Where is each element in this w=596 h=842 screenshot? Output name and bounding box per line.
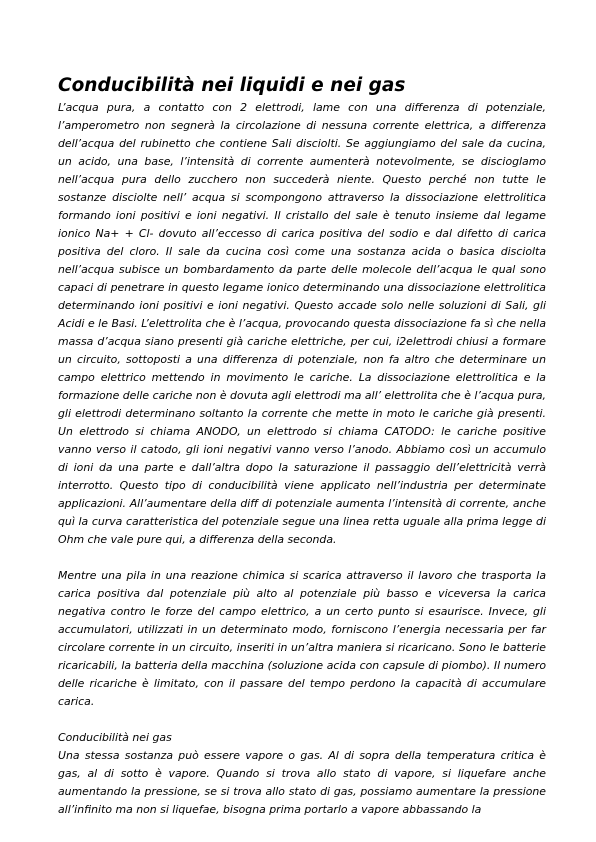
- paragraph-spacer: [58, 711, 546, 729]
- paragraph-gas-conduction: Una stessa sostanza può essere vapore o gas. Al di sopra della temperatura critica è gas, al di sotto è vapore. Quando si trova allo stato di vapore, si liquefare anche aumentando la pressione, se si trova allo stato di gas, possiamo aumentare la pressione all’infinito ma non si liquefae, bisogna prima portarlo a vapore abbassando la: [58, 749, 546, 816]
- paragraph-electrolytic-conduction: L’acqua pura, a contatto con 2 elettrodi, lame con una differenza di potenziale, l’amperometro non segnerà la circolazione di nessuna corrente elettrica, a differenza dell’acqua del rubinetto che contiene Sali disciolti. Se aggiungiamo del sale da cucina, un acido, una base, l’intensità di corrente aumenterà notevolmente, se discioglamo nell’acqua pura dello zucchero non succederà niente. Questo perché non tutte le sostanze disciolte nell’ acqua si scompongono attraverso la dissociazione elettrolitica formando ioni positivi e ioni negativi. Il cristallo del sale è tenuto insieme dal legame ionico Na+ + Cl- dovuto all’eccesso di carica positiva del sodio e dal difetto di carica positiva del cloro. Il sale da cucina così come una sostanza acida o basica disciolta nell’acqua subisce un bombardamento da parte delle molecole dell’acqua le qual sono capaci di penetrare in questo legame ionico determinando una dissociazione elettrolitica determinando ioni positivi e ioni negativi. Questo accade solo nelle soluzioni di Sali, gli Acidi e le Basi. L’elettrolita che è l’acqua, provocando questa dissociazione fa sì che nella massa d’acqua siano presenti già cariche elettriche, per cui, i2elettrodi chiusi a formare un circuito, sottoposti a una differenza di potenziale, non fa altro che determinare un campo elettrico mettendo in movimento le cariche. La dissociazione elettrolitica e la formazione delle cariche non è dovuta agli elettrodi ma all’ elettrolita che è l’acqua pura, gli elettrodi determinano soltanto la corrente che mette in moto le cariche già presenti. Un elettrodo si chiama ANODO, un elettrodo si chiama CATODO: le cariche positive vanno verso il catodo, gli ioni negativi vanno verso l’anodo. Abbiamo così un accumulo di ioni da una parte e dall’altra dopo la saturazione il passaggio dell’elettricità verrà interrotto. Questo tipo di conducibilità viene applicato nell’industria per determinate applicazioni. All’aumentare della diff di potenziale aumenta l’intensità di corrente, anche quì la curva caratteristica del potenziale segue una linea retta uguale alla prima legge di Ohm che vale pure qui, a differenza della seconda.: [58, 101, 546, 546]
- section-heading-gas: Conducibilità nei gas: [58, 731, 172, 744]
- document-title: Conducibilità nei liquidi e nei gas: [58, 75, 406, 96]
- paragraph-batteries: Mentre una pila in una reazione chimica si scarica attraverso il lavoro che trasporta la carica positiva dal potenziale più alto al potenziale più basso e viceversa la carica negativa contro le forze del campo elettrico, a un certo punto si esaurisce. Invece, gli accumulatori, utilizzati in un determinato modo, forniscono l’energia necessaria per far circolare corrente in un circuito, inseriti in un’altra maniera si ricaricano. Sono le batterie ricaricabili, la batteria della macchina (soluzione acida con capsule di piombo). Il numero delle ricariche è limitato, con il passare del tempo perdono la capacità di accumulare carica.: [58, 569, 546, 708]
- paragraph-spacer: [58, 549, 546, 567]
- document-content: [58, 74, 546, 819]
